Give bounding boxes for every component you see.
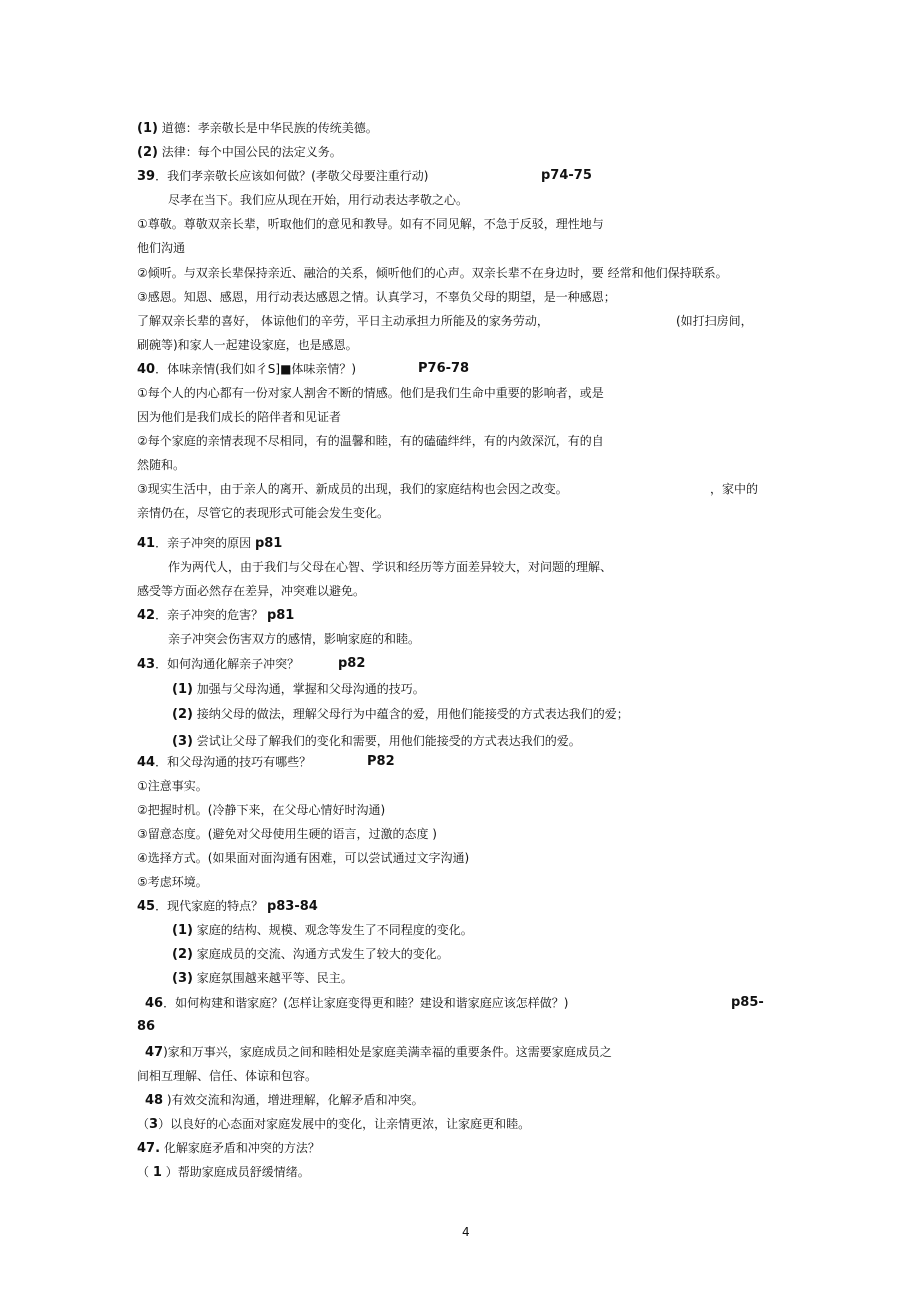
text-line: 亲情仍在，尽管它的表现形式可能会发生变化。 (137, 506, 390, 520)
text-line: (如打扫房间， (676, 314, 753, 328)
text-line: （ 1 ）帮助家庭成员舒缓情绪。 (137, 1165, 310, 1180)
text-line: (1) 道德：孝亲敬长是中华民族的传统美德。 (137, 121, 378, 136)
text-line: ①尊敬。尊敬双亲长辈，听取他们的意见和教导。如有不同见解，不急于反驳，理性地与 (137, 217, 604, 231)
text-line: 他们沟通 (137, 241, 186, 255)
text-line: ②每个家庭的亲情表现不尽相同，有的温馨和睦，有的磕磕绊绊，有的内敛深沉，有的自 (137, 434, 604, 448)
text-line: 尽孝在当下。我们应从现在开始，用行动表达孝敬之心。 (168, 193, 469, 207)
text-line: （3）以良好的心态面对家庭发展中的变化，让亲情更浓，让家庭更和睦。 (137, 1117, 531, 1132)
page-ref: P76-78 (418, 361, 470, 376)
text-line: (2) 法律：每个中国公民的法定义务。 (137, 145, 342, 160)
text-line: 亲子冲突会伤害双方的感情，影响家庭的和睦。 (168, 632, 421, 646)
text-line: ④选择方式。(如果面对面沟通有困难，可以尝试通过文字沟通) (137, 851, 470, 865)
question-42: 42．亲子冲突的危害？ p81 (137, 608, 295, 623)
text-line: 刷碗等)和家人一起建设家庭，也是感恩。 (137, 338, 358, 352)
page-ref: P82 (367, 754, 395, 769)
page-ref: p74-75 (541, 168, 592, 183)
text-line: ②把握时机。(冷静下来，在父母心情好时沟通) (137, 803, 386, 817)
text-line: 感受等方面必然存在差异，冲突难以避免。 (137, 584, 366, 598)
page-ref: 86 (137, 1019, 156, 1034)
question-46: 46．如何构建和谐家庭？(怎样让家庭变得更和睦？建设和谐家庭应该怎样做？) (145, 996, 569, 1011)
page-number: 4 (462, 1225, 470, 1239)
text-line: ③留意态度。(避免对父母使用生硬的语言，过激的态度 ) (137, 827, 437, 841)
question-39: 39．我们孝亲敬长应该如何做？(孝敬父母要注重行动) (137, 169, 429, 184)
question-43: 43．如何沟通化解亲子冲突？ (137, 657, 300, 672)
question-40: 40．体味亲情(我们如彳S]■体味亲情？) (137, 362, 357, 377)
question-47: 47. 化解家庭矛盾和冲突的方法？ (137, 1141, 320, 1156)
text-line: ⑤考虑环境。 (137, 875, 208, 889)
text-line: 了解双亲长辈的喜好， 体谅他们的辛劳，平日主动承担力所能及的家务劳动， (137, 314, 549, 328)
question-44: 44．和父母沟通的技巧有哪些？ (137, 755, 312, 770)
text-line: (1) 家庭的结构、规模、观念等发生了不同程度的变化。 (172, 923, 473, 938)
text-line: 因为他们是我们成长的陪伴者和见证者 (137, 410, 342, 424)
text-line: 47)家和万事兴，家庭成员之间和睦相处是家庭美满幸福的重要条件。这需要家庭成员之 (145, 1045, 612, 1060)
text-line: (3) 家庭氛围越来越平等、民主。 (172, 971, 353, 986)
page-ref: p85- (731, 995, 764, 1010)
text-line: (2) 家庭成员的交流、沟通方式发生了较大的变化。 (172, 947, 449, 962)
question-41: 41．亲子冲突的原因 p81 (137, 536, 283, 551)
text-line: (2) 接纳父母的做法，理解父母行为中蕴含的爱，用他们能接受的方式表达我们的爱； (172, 707, 629, 722)
text-line: (1) 加强与父母沟通，掌握和父母沟通的技巧。 (172, 682, 425, 697)
text-line: ②倾听。与双亲长辈保持亲近、融洽的关系，倾听他们的心声。双亲长辈不在身边时，要 经常和他们保持联系。 (137, 266, 728, 280)
text-line: ①注意事实。 (137, 779, 208, 793)
text-line: ①每个人的内心都有一份对家人割舍不断的情感。他们是我们生命中重要的影响者，或是 (137, 386, 604, 400)
text-line: 然随和。 (137, 458, 186, 472)
question-45: 45．现代家庭的特点？ p83-84 (137, 899, 318, 914)
text-line: 间相互理解、信任、体谅和包容。 (137, 1069, 318, 1083)
text-line: ③现实生活中，由于亲人的离开、新成员的出现，我们的家庭结构也会因之改变。 (137, 482, 568, 496)
text-line: 作为两代人，由于我们与父母在心智、学识和经历等方面差异较大，对问题的理解、 (168, 560, 613, 574)
page-ref: p82 (338, 656, 366, 671)
text-line: 48 )有效交流和沟通，增进理解，化解矛盾和冲突。 (145, 1093, 424, 1108)
text-line: ③感恩。知恩、感恩，用行动表达感恩之情。认真学习，不辜负父母的期望，是一种感恩； (137, 290, 616, 304)
text-line: (3) 尝试让父母了解我们的变化和需要，用他们能接受的方式表达我们的爱。 (172, 734, 581, 749)
text-line: ，家中的 (710, 482, 759, 496)
